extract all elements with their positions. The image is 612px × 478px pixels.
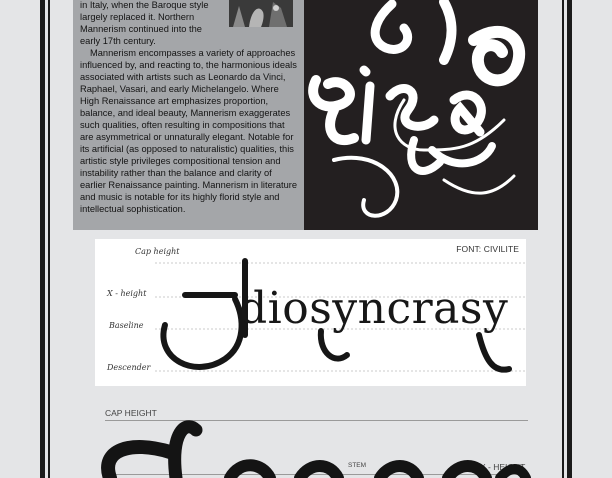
cap-height-line	[105, 420, 528, 421]
paragraph-1-line-3: Mannerism continued into the	[80, 24, 202, 34]
paragraph-1-line-4: early 17th century.	[80, 36, 156, 46]
annotation-baseline: Baseline	[109, 321, 144, 330]
paragraph-1-line-1: in Italy, when the Baroque style	[80, 0, 209, 10]
border-rule-left-inner	[48, 0, 50, 478]
annotation-x-height: X - height	[107, 289, 147, 298]
mannerism-article	[80, 0, 300, 215]
calligraphy-panel	[304, 0, 538, 230]
font-label: FONT: CIVILITE	[456, 244, 519, 254]
paragraph-1-line-2: largely replaced it. Northern	[80, 12, 195, 22]
border-rule-left-outer	[40, 0, 45, 478]
paragraph-2: Mannerism encompasses a variety of approaches influenced by, and reacting to, the harmonious ideals associated with artists such as Leonardo da Vinci, Raphael, Vasari, and early Michelangelo. Where High Renaissance art emphasizes proportion, balance, and ideal beauty, Mannerism exaggerates such qualities, often resulting in compositions that are asymmetrical or unnaturally elegant. Notable for its artificial (as opposed to naturalistic) qualities, this artistic style privileges compositional tension and instability rather than the balance and clarity of earlier Renaissance painting. Mannerism in literature and music is notable for its highly florid style and intellectual sophistication.	[80, 48, 298, 214]
border-rule-right-inner	[562, 0, 564, 478]
stem-label: STEM	[348, 462, 367, 469]
calligraphy-flourish-art	[304, 0, 538, 230]
x-height-line	[105, 474, 528, 475]
x-height-label: X - HEIGHT	[480, 462, 526, 472]
annotation-descender: Descender	[107, 363, 151, 372]
border-rule-right-outer	[567, 0, 572, 478]
civilite-sketch	[95, 239, 526, 386]
cap-height-label: CAP HEIGHT	[105, 408, 157, 418]
annotation-cap-height: Cap height	[135, 247, 180, 256]
sketch-word: diosyncrasy	[239, 283, 509, 334]
